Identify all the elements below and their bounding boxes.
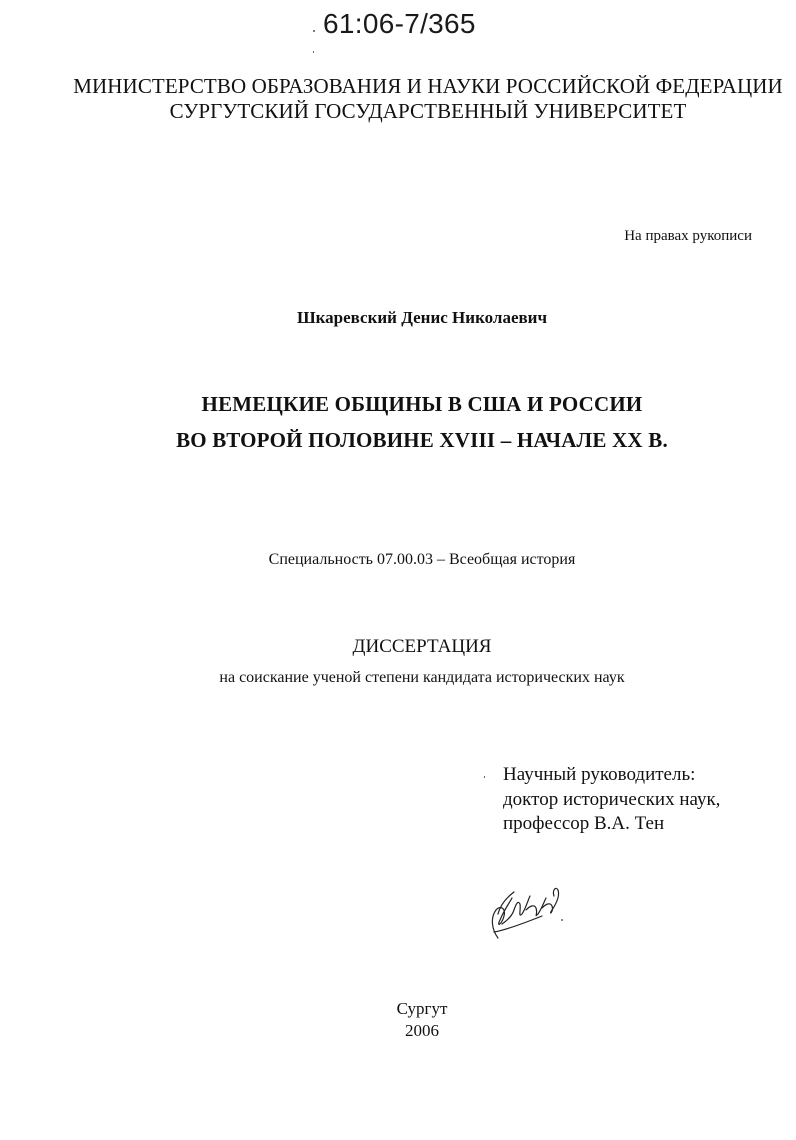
degree-purpose: на соискание ученой степени кандидата исторических наук <box>219 669 625 686</box>
scan-speck <box>313 51 314 53</box>
document-type: ДИССЕРТАЦИЯ <box>352 636 492 657</box>
university-name: СУРГУТСКИЙ ГОСУДАРСТВЕННЫЙ УНИВЕРСИТЕТ <box>169 99 687 123</box>
scan-speck <box>484 776 485 778</box>
author-name: Шкаревский Денис Николаевич <box>296 308 548 327</box>
advisor-degree: доктор исторических наук, <box>503 789 721 810</box>
year: 2006 <box>405 1021 439 1040</box>
call-number: 61:06-7/365 <box>323 8 476 39</box>
dissertation-title-line1: НЕМЕЦКИЕ ОБЩИНЫ В США И РОССИИ <box>201 392 643 416</box>
advisor-name: профессор В.А. Тен <box>503 813 665 834</box>
scan-speck <box>313 30 315 32</box>
advisor-label: Научный руководитель: <box>503 764 696 785</box>
specialty: Специальность 07.00.03 – Всеобщая история <box>268 551 576 568</box>
dissertation-title-line2: ВО ВТОРОЙ ПОЛОВИНЕ XVIII – НАЧАЛЕ XX В. <box>176 428 668 452</box>
rights-note: На правах рукописи <box>624 228 752 244</box>
city: Сургут <box>396 999 448 1018</box>
ministry-name: МИНИСТЕРСТВО ОБРАЗОВАНИЯ И НАУКИ РОССИЙСКОЙ ФЕДЕРАЦИИ <box>73 74 783 98</box>
handwritten-signature <box>486 880 566 945</box>
